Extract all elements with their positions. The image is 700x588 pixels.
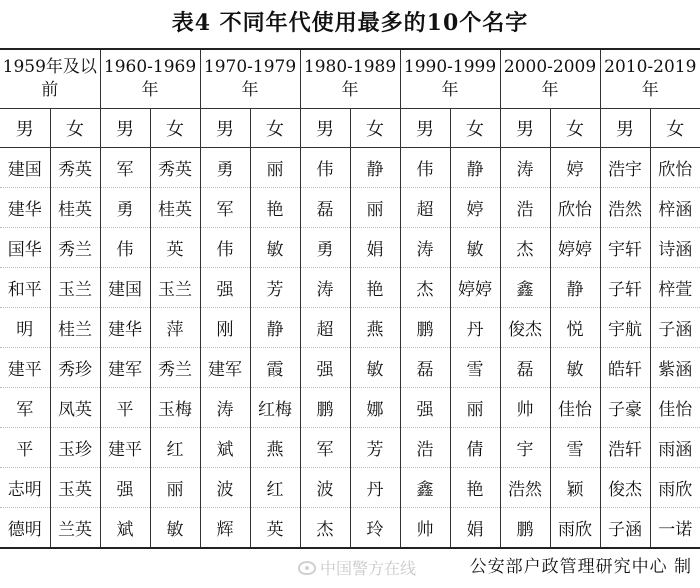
female-name-cell: 兰英	[50, 508, 100, 549]
female-name-cell: 悦	[550, 308, 600, 348]
gender-female-header: 女	[50, 109, 100, 148]
gender-male-header: 男	[0, 109, 50, 148]
male-name-cell: 涛	[300, 268, 350, 308]
female-name-cell: 丽	[150, 468, 200, 508]
female-name-cell: 颖	[550, 468, 600, 508]
male-name-cell: 浩然	[600, 188, 650, 228]
male-name-cell: 杰	[400, 268, 450, 308]
gender-female-header: 女	[250, 109, 300, 148]
female-name-cell: 一诺	[650, 508, 700, 549]
male-name-cell: 斌	[100, 508, 150, 549]
female-name-cell: 婷婷	[550, 228, 600, 268]
male-name-cell: 鑫	[400, 468, 450, 508]
male-name-cell: 浩	[400, 428, 450, 468]
female-name-cell: 秀兰	[150, 348, 200, 388]
male-name-cell: 平	[100, 388, 150, 428]
male-name-cell: 伟	[400, 148, 450, 188]
female-name-cell: 燕	[350, 308, 400, 348]
male-name-cell: 杰	[500, 228, 550, 268]
female-name-cell: 玉兰	[150, 268, 200, 308]
decade-header: 2010-2019年	[600, 49, 700, 109]
female-name-cell: 敏	[150, 508, 200, 549]
male-name-cell: 子豪	[600, 388, 650, 428]
male-name-cell: 皓轩	[600, 348, 650, 388]
female-name-cell: 梓涵	[650, 188, 700, 228]
gender-female-header: 女	[550, 109, 600, 148]
female-name-cell: 倩	[450, 428, 500, 468]
male-name-cell: 建国	[100, 268, 150, 308]
female-name-cell: 静	[550, 268, 600, 308]
female-name-cell: 丹	[350, 468, 400, 508]
female-name-cell: 玲	[350, 508, 400, 549]
footer	[0, 554, 700, 584]
female-name-cell: 雪	[450, 348, 500, 388]
male-name-cell: 鑫	[500, 268, 550, 308]
male-name-cell: 子涵	[600, 508, 650, 549]
male-name-cell: 浩宇	[600, 148, 650, 188]
male-name-cell: 建平	[100, 428, 150, 468]
male-name-cell: 建军	[200, 348, 250, 388]
table-row	[0, 388, 700, 428]
watermark-text: 中国警方在线	[320, 559, 417, 578]
male-name-cell: 刚	[200, 308, 250, 348]
male-name-cell: 宇轩	[600, 228, 650, 268]
gender-male-header: 男	[500, 109, 550, 148]
table-row	[0, 348, 700, 388]
male-name-cell: 杰	[300, 508, 350, 549]
female-name-cell: 雨欣	[550, 508, 600, 549]
female-name-cell: 欣怡	[550, 188, 600, 228]
names-table	[0, 48, 700, 549]
male-name-cell: 军	[200, 188, 250, 228]
female-name-cell: 玉兰	[50, 268, 100, 308]
male-name-cell: 鹏	[300, 388, 350, 428]
male-name-cell: 明	[0, 308, 50, 348]
female-name-cell: 静	[250, 308, 300, 348]
male-name-cell: 宇航	[600, 308, 650, 348]
male-name-cell: 强	[400, 388, 450, 428]
female-name-cell: 娜	[350, 388, 400, 428]
female-name-cell: 敏	[350, 348, 400, 388]
female-name-cell: 丽	[350, 188, 400, 228]
male-name-cell: 涛	[500, 148, 550, 188]
male-name-cell: 磊	[400, 348, 450, 388]
male-name-cell: 俊杰	[600, 468, 650, 508]
male-name-cell: 帅	[400, 508, 450, 549]
gender-male-header: 男	[400, 109, 450, 148]
female-name-cell: 艳	[250, 188, 300, 228]
male-name-cell: 磊	[500, 348, 550, 388]
female-name-cell: 欣怡	[650, 148, 700, 188]
female-name-cell: 芳	[250, 268, 300, 308]
male-name-cell: 波	[200, 468, 250, 508]
decade-header: 1960-1969年	[100, 49, 200, 109]
male-name-cell: 浩	[500, 188, 550, 228]
gender-header-row	[0, 109, 700, 148]
female-name-cell: 英	[150, 228, 200, 268]
table-row	[0, 268, 700, 308]
male-name-cell: 勇	[300, 228, 350, 268]
female-name-cell: 婷婷	[450, 268, 500, 308]
female-name-cell: 婷	[550, 148, 600, 188]
table-row	[0, 508, 700, 549]
female-name-cell: 静	[450, 148, 500, 188]
male-name-cell: 建华	[100, 308, 150, 348]
male-name-cell: 辉	[200, 508, 250, 549]
gender-male-header: 男	[300, 109, 350, 148]
female-name-cell: 诗涵	[650, 228, 700, 268]
female-name-cell: 燕	[250, 428, 300, 468]
female-name-cell: 玉珍	[50, 428, 100, 468]
male-name-cell: 和平	[0, 268, 50, 308]
female-name-cell: 静	[350, 148, 400, 188]
table-row	[0, 148, 700, 188]
female-name-cell: 芳	[350, 428, 400, 468]
male-name-cell: 建平	[0, 348, 50, 388]
male-name-cell: 涛	[400, 228, 450, 268]
male-name-cell: 磊	[300, 188, 350, 228]
decade-header: 2000-2009年	[500, 49, 600, 109]
male-name-cell: 波	[300, 468, 350, 508]
female-name-cell: 霞	[250, 348, 300, 388]
male-name-cell: 涛	[200, 388, 250, 428]
weibo-icon	[298, 561, 316, 575]
table-row	[0, 188, 700, 228]
table-title: 表4 不同年代使用最多的10个名字	[171, 10, 529, 36]
female-name-cell: 紫涵	[650, 348, 700, 388]
male-name-cell: 平	[0, 428, 50, 468]
male-name-cell: 鹏	[400, 308, 450, 348]
decade-header-row	[0, 49, 700, 109]
female-name-cell: 丽	[450, 388, 500, 428]
names-table-body	[0, 148, 700, 549]
gender-female-header: 女	[450, 109, 500, 148]
female-name-cell: 桂兰	[50, 308, 100, 348]
female-name-cell: 梓萱	[650, 268, 700, 308]
male-name-cell: 勇	[200, 148, 250, 188]
male-name-cell: 建军	[100, 348, 150, 388]
male-name-cell: 建华	[0, 188, 50, 228]
female-name-cell: 丽	[250, 148, 300, 188]
male-name-cell: 建国	[0, 148, 50, 188]
male-name-cell: 军	[300, 428, 350, 468]
source-credit: 公安部户政管理研究中心 制	[469, 557, 692, 577]
male-name-cell: 强	[200, 268, 250, 308]
female-name-cell: 英	[250, 508, 300, 549]
male-name-cell: 伟	[100, 228, 150, 268]
female-name-cell: 佳怡	[650, 388, 700, 428]
gender-male-header: 男	[600, 109, 650, 148]
female-name-cell: 桂英	[50, 188, 100, 228]
gender-male-header: 男	[100, 109, 150, 148]
male-name-cell: 帅	[500, 388, 550, 428]
male-name-cell: 伟	[200, 228, 250, 268]
gender-male-header: 男	[200, 109, 250, 148]
decade-header: 1980-1989年	[300, 49, 400, 109]
female-name-cell: 敏	[450, 228, 500, 268]
female-name-cell: 雪	[550, 428, 600, 468]
female-name-cell: 红	[150, 428, 200, 468]
male-name-cell: 浩然	[500, 468, 550, 508]
table-row	[0, 308, 700, 348]
female-name-cell: 玉梅	[150, 388, 200, 428]
female-name-cell: 丹	[450, 308, 500, 348]
female-name-cell: 红梅	[250, 388, 300, 428]
male-name-cell: 强	[100, 468, 150, 508]
male-name-cell: 强	[300, 348, 350, 388]
female-name-cell: 婷	[450, 188, 500, 228]
male-name-cell: 伟	[300, 148, 350, 188]
table-row	[0, 468, 700, 508]
decade-header: 1959年及以前	[0, 49, 100, 109]
female-name-cell: 萍	[150, 308, 200, 348]
female-name-cell: 艳	[450, 468, 500, 508]
male-name-cell: 俊杰	[500, 308, 550, 348]
male-name-cell: 国华	[0, 228, 50, 268]
male-name-cell: 军	[100, 148, 150, 188]
table-row	[0, 428, 700, 468]
male-name-cell: 超	[400, 188, 450, 228]
gender-female-header: 女	[650, 109, 700, 148]
male-name-cell: 超	[300, 308, 350, 348]
table-row	[0, 228, 700, 268]
female-name-cell: 雨涵	[650, 428, 700, 468]
female-name-cell: 秀兰	[50, 228, 100, 268]
female-name-cell: 娟	[350, 228, 400, 268]
female-name-cell: 娟	[450, 508, 500, 549]
male-name-cell: 斌	[200, 428, 250, 468]
female-name-cell: 敏	[250, 228, 300, 268]
watermark	[298, 556, 416, 579]
decade-header: 1970-1979年	[200, 49, 300, 109]
female-name-cell: 桂英	[150, 188, 200, 228]
female-name-cell: 敏	[550, 348, 600, 388]
female-name-cell: 雨欣	[650, 468, 700, 508]
female-name-cell: 秀英	[150, 148, 200, 188]
male-name-cell: 宇	[500, 428, 550, 468]
female-name-cell: 佳怡	[550, 388, 600, 428]
gender-female-header: 女	[150, 109, 200, 148]
male-name-cell: 德明	[0, 508, 50, 549]
female-name-cell: 秀珍	[50, 348, 100, 388]
female-name-cell: 秀英	[50, 148, 100, 188]
decade-header: 1990-1999年	[400, 49, 500, 109]
male-name-cell: 军	[0, 388, 50, 428]
male-name-cell: 子轩	[600, 268, 650, 308]
female-name-cell: 凤英	[50, 388, 100, 428]
male-name-cell: 鹏	[500, 508, 550, 549]
male-name-cell: 志明	[0, 468, 50, 508]
female-name-cell: 艳	[350, 268, 400, 308]
female-name-cell: 玉英	[50, 468, 100, 508]
female-name-cell: 红	[250, 468, 300, 508]
male-name-cell: 勇	[100, 188, 150, 228]
male-name-cell: 浩轩	[600, 428, 650, 468]
female-name-cell: 子涵	[650, 308, 700, 348]
gender-female-header: 女	[350, 109, 400, 148]
